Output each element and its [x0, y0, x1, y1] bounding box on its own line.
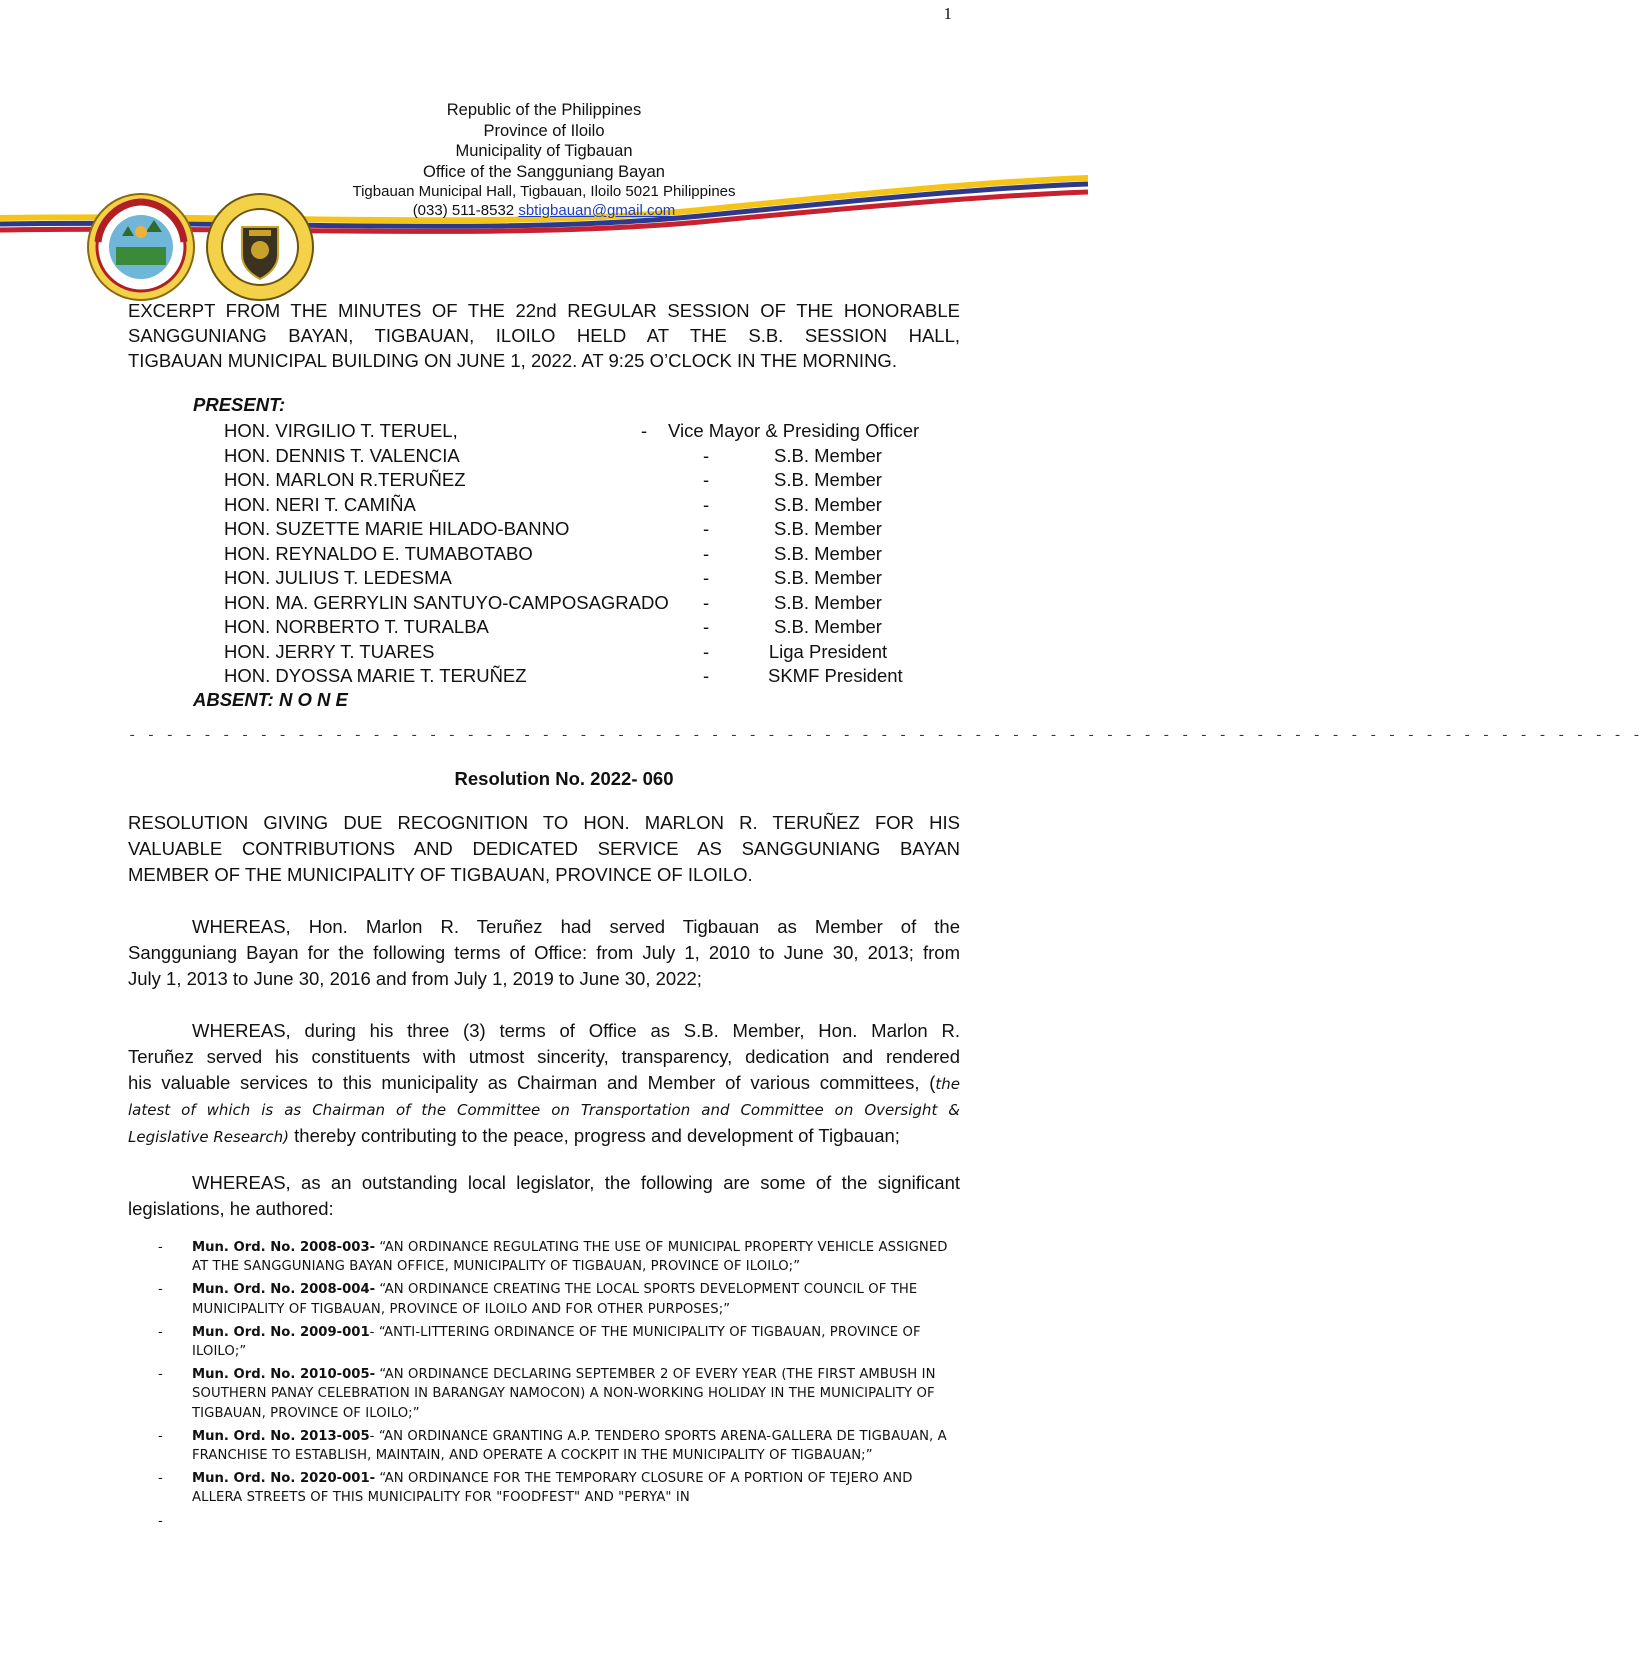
member-dash: -: [703, 493, 710, 515]
member-name: HON. MA. GERRYLIN SANTUYO-CAMPOSAGRADO: [224, 591, 669, 613]
ordinance-item: [128, 1280, 960, 1318]
member-position: S.B. Member: [774, 469, 882, 490]
member-name: HON. REYNALDO E. TUMABOTABO: [224, 542, 533, 564]
attendance-row: [0, 616, 1088, 642]
ordinance-item: [128, 1323, 960, 1361]
resolution-title: [128, 810, 960, 888]
ordinance-item: [128, 1238, 960, 1276]
letterhead-republic: Republic of the Philippines: [446, 101, 642, 119]
ordinance-code: Mun. Ord. No. 2008-004-: [192, 1282, 376, 1298]
ordinance-code: Mun. Ord. No. 2009-001: [192, 1324, 370, 1340]
member-position: S.B. Member: [774, 616, 882, 637]
member-position: S.B. Member: [774, 444, 882, 466]
member-name: HON. MARLON R.TERUÑEZ: [224, 469, 466, 490]
ordinance-code: Mun. Ord. No. 2013-005: [192, 1428, 370, 1444]
whereas1-line-3: July 1, 2013 to June 30, 2016 and from July 1, 2019 to June 30, 2022;: [128, 968, 702, 989]
member-dash: -: [703, 616, 710, 637]
title-line-3: MEMBER OF THE MUNICIPALITY OF TIGBAUAN, PROVINCE OF ILOILO.: [128, 864, 753, 885]
ordinance-item: [128, 1427, 960, 1465]
whereas2-line-1: WHEREAS, during his three (3) terms of Office as S.B. Member, Hon. Marlon R.: [192, 1020, 960, 1041]
attendance-row: [0, 469, 1088, 495]
member-position: S.B. Member: [774, 493, 882, 515]
letterhead-contact: [300, 201, 788, 220]
title-line-1: RESOLUTION GIVING DUE RECOGNITION TO HON. MARLON R. TERUÑEZ FOR HIS: [128, 812, 960, 833]
whereas3-line-1: WHEREAS, as an outstanding local legislator, the following are some of the significant: [192, 1172, 960, 1193]
whereas-paragraph-3: [128, 1170, 960, 1222]
absent-label: ABSENT: N O N E: [193, 689, 348, 710]
member-dash: -: [703, 542, 710, 564]
letterhead-municipality: Municipality of Tigbauan: [455, 142, 633, 160]
whereas2-line-5-italic: Legislative Research): [128, 1128, 290, 1146]
ordinance-code: Mun. Ord. No. 2020-001-: [192, 1471, 376, 1487]
ordinance-code: Mun. Ord. No. 2010-005-: [192, 1367, 376, 1383]
member-name: HON. VIRGILIO T. TERUEL,: [224, 420, 458, 441]
ordinance-title: “AN ORDINANCE REGULATING THE USE OF MUNICIPAL PROPERTY VEHICLE ASSIGNED AT THE SANGGUNIANG BAYAN OFFICE, MUNICIPALITY OF TIGBAUAN, PROVINCE OF ILOILO;”: [192, 1240, 948, 1275]
member-position: S.B. Member: [774, 567, 882, 588]
ordinance-title: - “ANTI-LITTERING ORDINANCE OF THE MUNICIPALITY OF TIGBAUAN, PROVINCE OF ILOILO;”: [192, 1324, 921, 1360]
section-divider: - - - - - - - - - - - - - - - - - - - - - - - - - - - - - - - - - - - - - - - - - - - - - - - - - - - - - - - - - - - - - - - - - - - - - - - - - - - - - - - - -: [128, 728, 1642, 744]
member-name: HON. DYOSSA MARIE T. TERUÑEZ: [224, 665, 527, 686]
member-name: HON. NORBERTO T. TURALBA: [224, 616, 489, 637]
list-bullet: -: [158, 1240, 163, 1255]
list-bullet: -: [158, 1471, 163, 1487]
whereas3-line-2: legislations, he authored:: [128, 1198, 334, 1219]
member-dash: -: [641, 420, 648, 441]
member-dash: -: [703, 640, 710, 662]
attendance-row: [0, 494, 1088, 520]
ordinance-code: Mun. Ord. No. 2008-003-: [192, 1240, 376, 1255]
ordinance-title: “AN ORDINANCE FOR THE TEMPORARY CLOSURE OF A PORTION OF TEJERO AND ALLERA STREETS OF THIS MUNICIPALITY FOR "FOODFEST" AND "PERYA" IN: [192, 1471, 913, 1506]
minutes-excerpt-heading: [128, 298, 960, 373]
ordinance-title: “AN ORDINANCE CREATING THE LOCAL SPORTS DEVELOPMENT COUNCIL OF THE MUNICIPALITY OF TIGBAUAN, PROVINCE OF ILOILO AND FOR OTHER PURPOSES;”: [192, 1282, 918, 1317]
excerpt-line-1: EXCERPT FROM THE MINUTES OF THE 22nd REGULAR SESSION OF THE HONORABLE: [128, 300, 960, 321]
member-position: SKMF President: [768, 665, 903, 686]
title-line-2: VALUABLE CONTRIBUTIONS AND DEDICATED SERVICE AS SANGGUNIANG BAYAN: [128, 838, 960, 859]
member-position: S.B. Member: [774, 542, 882, 564]
letterhead: [300, 100, 788, 220]
member-dash: -: [703, 591, 710, 613]
list-bullet: -: [158, 1282, 163, 1298]
excerpt-line-2: SANGGUNIANG BAYAN, TIGBAUAN, ILOILO HELD AT THE S.B. SESSION HALL,: [128, 325, 960, 346]
member-name: HON. DENNIS T. VALENCIA: [224, 444, 460, 466]
whereas-paragraph-1: [128, 914, 960, 992]
member-name: HON. JULIUS T. LEDESMA: [224, 567, 452, 588]
whereas1-line-1: WHEREAS, Hon. Marlon R. Teruñez had served Tigbauan as Member of the: [192, 916, 960, 937]
ordinance-title: “AN ORDINANCE DECLARING SEPTEMBER 2 OF EVERY YEAR (THE FIRST AMBUSH IN SOUTHERN PANAY CELEBRATION IN BARANGAY NAMOCON) A NON-WORKING HOLIDAY IN THE MUNICIPALITY OF TIGBAUAN, PROVINCE OF ILOILO;”: [192, 1367, 936, 1421]
letterhead-province: Province of Iloilo: [483, 121, 605, 140]
whereas1-line-2: Sangguniang Bayan for the following terms of Office: from July 1, 2010 to June 30, 2013; from: [128, 942, 960, 963]
attendance-row: [0, 445, 1088, 471]
attendance-row: [0, 641, 1088, 667]
resolution-number: Resolution No. 2022- 060: [454, 768, 674, 789]
attendance-row: [0, 420, 1088, 446]
attendance-row: [0, 543, 1088, 569]
ordinance-item: [128, 1365, 960, 1423]
page-number: 1: [943, 4, 952, 23]
member-name: HON. NERI T. CAMIÑA: [224, 493, 416, 515]
whereas2-line-3: [128, 1070, 960, 1097]
member-position: S.B. Member: [774, 591, 882, 613]
excerpt-line-3: TIGBAUAN MUNICIPAL BUILDING ON JUNE 1, 2022. AT 9:25 O’CLOCK IN THE MORNING.: [128, 350, 897, 371]
member-position: Vice Mayor & Presiding Officer: [668, 420, 920, 441]
member-dash: -: [703, 567, 710, 588]
ordinance-title: - “AN ORDINANCE GRANTING A.P. TENDERO SPORTS ARENA-GALLERA DE TIGBAUAN, A FRANCHISE TO ESTABLISH, MAINTAIN, AND OPERATE A COCKPIT IN THE MUNICIPALITY OF TIGBAUAN;”: [192, 1428, 947, 1464]
member-name: HON. JERRY T. TUARES: [224, 640, 435, 662]
whereas2-line-3-text: his valuable services to this municipality as Chairman and Member of various committees, (: [128, 1072, 936, 1093]
whereas2-line-5-text: thereby contributing to the peace, progress and development of Tigbauan;: [289, 1125, 900, 1146]
whereas-paragraph-2: [128, 1018, 960, 1150]
letterhead-email-link[interactable]: sbtigbauan@gmail.com: [518, 202, 676, 219]
member-dash: -: [703, 518, 710, 539]
attendance-row: [0, 518, 1088, 544]
ordinance-list: [128, 1238, 960, 1529]
member-dash: -: [703, 665, 710, 686]
whereas2-line-3-italic: the: [935, 1075, 960, 1093]
municipality-seal-icon: [86, 192, 196, 302]
list-bullet: -: [158, 1324, 163, 1340]
attendance-row: [0, 665, 1088, 691]
present-label: PRESENT:: [193, 394, 286, 415]
list-bullet: -: [158, 1367, 163, 1383]
list-bullet: -: [158, 1513, 163, 1529]
whereas2-line-5: [128, 1123, 960, 1150]
whereas2-line-2: Teruñez served his constituents with utmost sincerity, transparency, dedication and rendered: [128, 1046, 960, 1067]
sangguniang-bayan-seal-icon: [205, 192, 315, 302]
list-bullet: -: [158, 1428, 163, 1444]
attendance-row: [0, 567, 1088, 593]
whereas2-line-4: latest of which is as Chairman of the Committee on Transportation and Committee on Oversight &: [128, 1101, 960, 1119]
letterhead-phone: (033) 511-8532: [412, 202, 515, 219]
member-position: S.B. Member: [774, 518, 882, 539]
member-name: HON. SUZETTE MARIE HILADO-BANNO: [224, 518, 570, 539]
letterhead-office: Office of the Sangguniang Bayan: [423, 162, 665, 181]
letterhead-address: Tigbauan Municipal Hall, Tigbauan, Iloilo 5021 Philippines: [352, 183, 736, 200]
member-dash: -: [703, 444, 710, 466]
ordinance-item: [128, 1469, 960, 1507]
member-position: Liga President: [768, 640, 888, 662]
member-dash: -: [703, 469, 710, 490]
attendance-row: [0, 592, 1088, 618]
